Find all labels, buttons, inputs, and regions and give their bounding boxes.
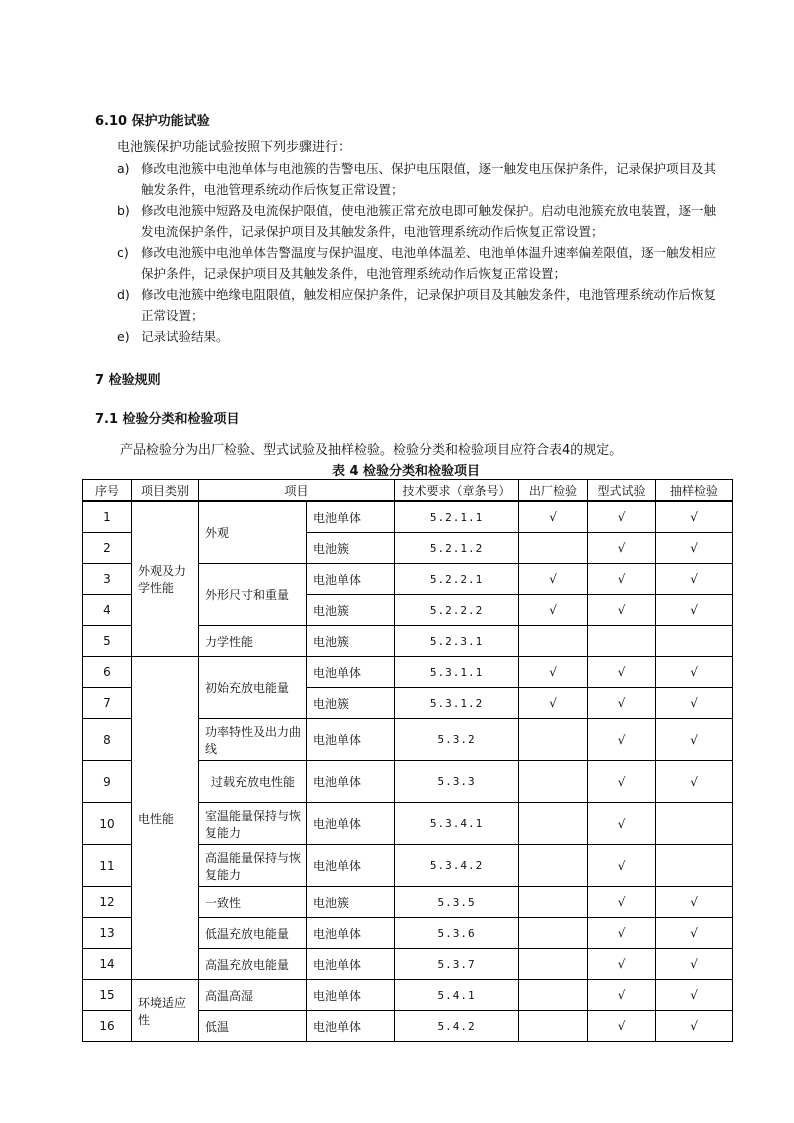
item-high-temp-retention: 高温能量保持与恢复能力: [199, 845, 307, 887]
cell-sub: 电池单体: [307, 564, 395, 595]
cell-type: √: [588, 688, 656, 719]
header-category: 项目类别: [132, 480, 199, 502]
cell-factory: [519, 761, 588, 803]
cell-sub: 电池单体: [307, 845, 395, 887]
cell-tech: 5.2.1.1: [395, 501, 519, 533]
cell-tech: 5.2.2.2: [395, 595, 519, 626]
cell-sub: 电池单体: [307, 657, 395, 688]
cell-type: √: [588, 657, 656, 688]
cell-sample: √: [656, 501, 733, 533]
cell-factory: √: [519, 564, 588, 595]
cell-seq: 4: [83, 595, 132, 626]
item-dimensions-weight: 外形尺寸和重量: [199, 564, 307, 626]
cell-factory: [519, 719, 588, 761]
table-row: [83, 501, 733, 533]
step-b: b) 修改电池簇中短路及电流保护限值，使电池簇正常充放电即可触发保护。启动电池簇充放电装置，逐一触发电流保护条件，记录保护项目及其触发条件，电池管理系统动作后恢复正常设置；: [117, 203, 717, 239]
step-a: a) 修改电池簇中电池单体与电池簇的告警电压、保护电压限值，逐一触发电压保护条件，记录保护项目及其触发条件，电池管理系统动作后恢复正常设置；: [117, 161, 717, 197]
cell-type: √: [588, 949, 656, 980]
header-sample: 抽样检验: [656, 480, 733, 502]
cell-type: √: [588, 761, 656, 803]
cell-sample: √: [656, 657, 733, 688]
cell-sub: 电池簇: [307, 595, 395, 626]
cell-tech: 5.3.2: [395, 719, 519, 761]
item-initial-energy: 初始充放电能量: [199, 657, 307, 719]
cell-factory: √: [519, 657, 588, 688]
cell-factory: [519, 918, 588, 949]
cell-sample: [656, 803, 733, 845]
cell-tech: 5.3.4.1: [395, 803, 519, 845]
section-6-10-intro: 电池簇保护功能试验按照下列步骤进行：: [117, 140, 352, 155]
cell-seq: 8: [83, 719, 132, 761]
cell-factory: [519, 980, 588, 1011]
step-e: e) 记录试验结果。: [117, 329, 229, 344]
cell-seq: 13: [83, 918, 132, 949]
cell-sample: √: [656, 533, 733, 564]
table-caption: 表 4 检验分类和检验项目: [331, 464, 481, 479]
item-consistency: 一致性: [199, 887, 307, 918]
cell-factory: [519, 887, 588, 918]
cell-type: [588, 626, 656, 657]
cell-sub: 电池单体: [307, 949, 395, 980]
cell-type: √: [588, 595, 656, 626]
header-seq: 序号: [83, 480, 132, 502]
cell-sample: [656, 845, 733, 887]
cell-tech: 5.3.5: [395, 887, 519, 918]
inspection-table: [82, 479, 733, 1042]
table-row: [83, 980, 733, 1011]
category-environmental: 环境适应性: [132, 980, 199, 1042]
cell-tech: 5.3.6: [395, 918, 519, 949]
cell-factory: [519, 626, 588, 657]
section-7-1-heading: 7.1 检验分类和检验项目: [95, 412, 240, 427]
cell-tech: 5.3.1.2: [395, 688, 519, 719]
cell-tech: 5.4.2: [395, 1011, 519, 1042]
cell-tech: 5.3.4.2: [395, 845, 519, 887]
cell-type: √: [588, 533, 656, 564]
cell-type: √: [588, 719, 656, 761]
cell-type: √: [588, 918, 656, 949]
section-7-heading: 7 检验规则: [95, 373, 161, 388]
cell-seq: 10: [83, 803, 132, 845]
cell-factory: √: [519, 688, 588, 719]
table-header-row: [83, 480, 733, 502]
cell-type: √: [588, 887, 656, 918]
cell-type: √: [588, 980, 656, 1011]
cell-sample: √: [656, 949, 733, 980]
item-overload: 过载充放电性能: [199, 761, 307, 803]
cell-tech: 5.3.1.1: [395, 657, 519, 688]
cell-sample: √: [656, 1011, 733, 1042]
cell-seq: 12: [83, 887, 132, 918]
item-low-temp-energy: 低温充放电能量: [199, 918, 307, 949]
cell-type: √: [588, 501, 656, 533]
cell-seq: 16: [83, 1011, 132, 1042]
cell-seq: 3: [83, 564, 132, 595]
cell-factory: [519, 803, 588, 845]
cell-sample: √: [656, 564, 733, 595]
cell-sample: √: [656, 595, 733, 626]
cell-sub: 电池簇: [307, 688, 395, 719]
item-mechanical: 力学性能: [199, 626, 307, 657]
cell-type: √: [588, 1011, 656, 1042]
cell-sub: 电池单体: [307, 501, 395, 533]
cell-sub: 电池簇: [307, 626, 395, 657]
cell-sub: 电池单体: [307, 980, 395, 1011]
cell-tech: 5.2.2.1: [395, 564, 519, 595]
cell-sub: 电池簇: [307, 533, 395, 564]
cell-seq: 1: [83, 501, 132, 533]
cell-sub: 电池单体: [307, 761, 395, 803]
cell-seq: 11: [83, 845, 132, 887]
cell-factory: [519, 1011, 588, 1042]
category-mechanical: 外观及力学性能: [132, 501, 199, 657]
item-high-temp-energy: 高温充放电能量: [199, 949, 307, 980]
item-low-temp: 低温: [199, 1011, 307, 1042]
cell-seq: 6: [83, 657, 132, 688]
header-item: 项目: [199, 480, 395, 502]
cell-tech: 5.4.1: [395, 980, 519, 1011]
cell-seq: 2: [83, 533, 132, 564]
item-high-temp-humidity: 高温高湿: [199, 980, 307, 1011]
cell-sample: √: [656, 719, 733, 761]
cell-sample: √: [656, 887, 733, 918]
cell-factory: [519, 533, 588, 564]
cell-seq: 9: [83, 761, 132, 803]
item-room-temp-retention: 室温能量保持与恢复能力: [199, 803, 307, 845]
cell-factory: [519, 845, 588, 887]
cell-sub: 电池单体: [307, 1011, 395, 1042]
cell-sub: 电池单体: [307, 918, 395, 949]
table-row: [83, 657, 733, 688]
cell-tech: 5.2.3.1: [395, 626, 519, 657]
step-c: c) 修改电池簇中电池单体告警温度与保护温度、电池单体温差、电池单体温升速率偏差限值，逐一触发相应保护条件，记录保护项目及其触发条件，电池管理系统动作后恢复正常设置；: [117, 245, 717, 281]
cell-seq: 14: [83, 949, 132, 980]
section-7-1-intro: 产品检验分为出厂检验、型式试验及抽样检验。检验分类和检验项目应符合表4的规定。: [120, 443, 623, 458]
header-tech: 技术要求（章条号）: [395, 480, 519, 502]
cell-tech: 5.3.7: [395, 949, 519, 980]
cell-sample: √: [656, 918, 733, 949]
cell-sample: √: [656, 761, 733, 803]
header-type: 型式试验: [588, 480, 656, 502]
cell-type: √: [588, 803, 656, 845]
section-6-10-heading: 6.10 保护功能试验: [95, 114, 210, 129]
cell-type: √: [588, 564, 656, 595]
cell-sample: [656, 626, 733, 657]
header-factory: 出厂检验: [519, 480, 588, 502]
cell-seq: 5: [83, 626, 132, 657]
cell-factory: √: [519, 501, 588, 533]
item-power-curve: 功率特性及出力曲线: [199, 719, 307, 761]
category-electrical: 电性能: [132, 657, 199, 980]
item-appearance: 外观: [199, 501, 307, 564]
cell-factory: √: [519, 595, 588, 626]
cell-sample: √: [656, 980, 733, 1011]
cell-factory: [519, 949, 588, 980]
protection-test-steps: [117, 158, 727, 347]
cell-tech: 5.3.3: [395, 761, 519, 803]
step-d: d) 修改电池簇中绝缘电阻限值，触发相应保护条件，记录保护项目及其触发条件，电池管理系统动作后恢复正常设置；: [117, 287, 717, 323]
cell-tech: 5.2.1.2: [395, 533, 519, 564]
cell-sub: 电池单体: [307, 803, 395, 845]
cell-seq: 7: [83, 688, 132, 719]
cell-type: √: [588, 845, 656, 887]
cell-sample: √: [656, 688, 733, 719]
cell-seq: 15: [83, 980, 132, 1011]
cell-sub: 电池单体: [307, 719, 395, 761]
cell-sub: 电池簇: [307, 887, 395, 918]
